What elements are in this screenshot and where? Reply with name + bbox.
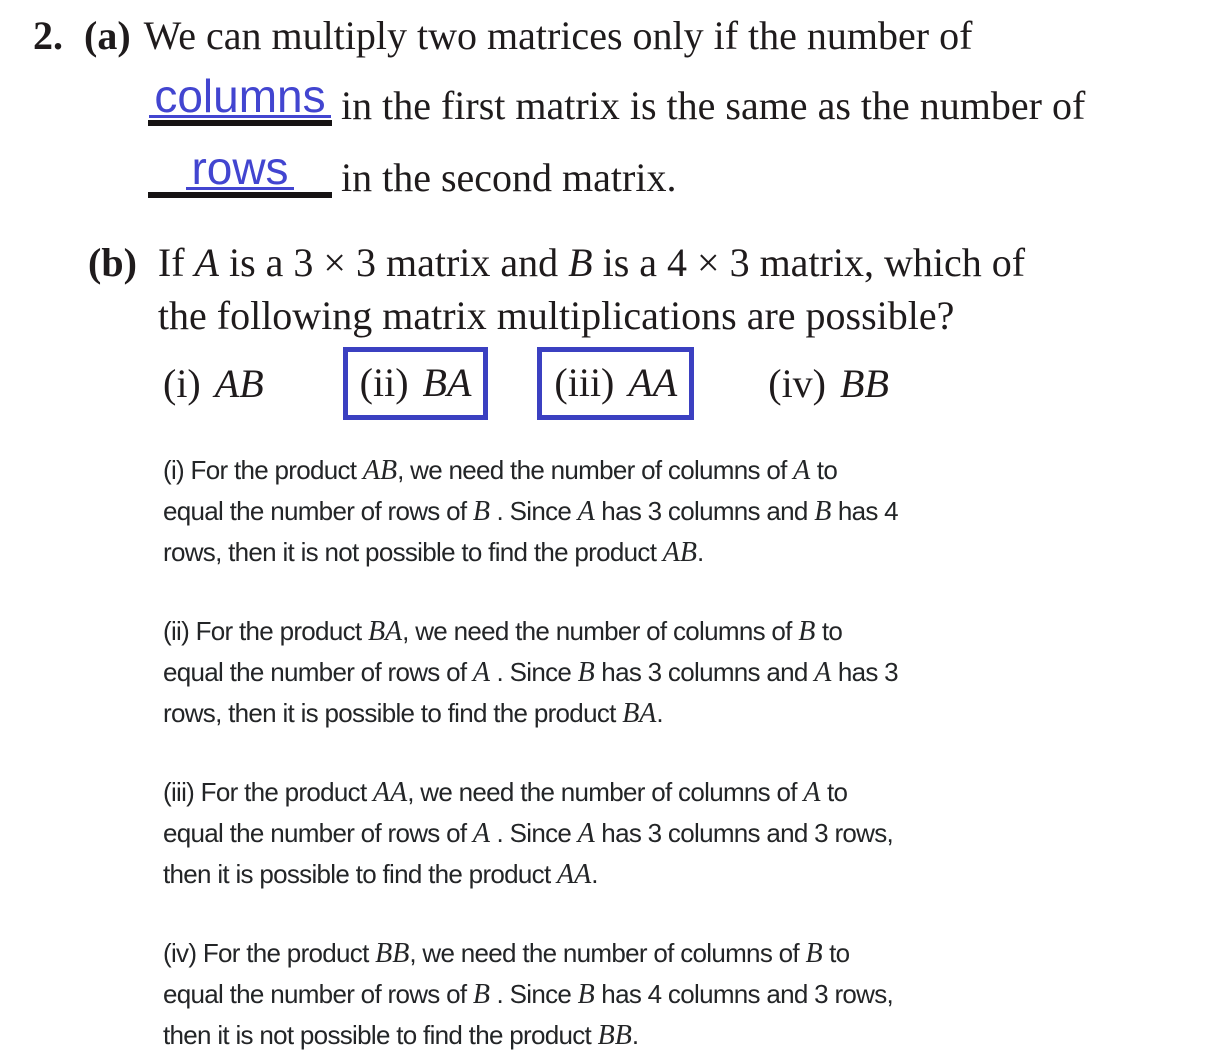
question-number: 2. xyxy=(33,13,63,58)
text-run: to xyxy=(815,616,843,646)
question-2a-line1 xyxy=(33,12,972,59)
text-run: is a 4 × 3 matrix, which of xyxy=(592,240,1026,285)
option-label: (ii) xyxy=(359,359,409,405)
explanation-line xyxy=(163,611,898,652)
part-b-text-line1 xyxy=(158,240,1025,285)
text-run: . xyxy=(631,1020,639,1050)
explanation-line xyxy=(163,1015,898,1056)
text-run: to xyxy=(822,938,850,968)
math-symbol: AA xyxy=(373,777,408,808)
option-ab xyxy=(163,360,264,407)
text-run: equal the number of rows of xyxy=(163,657,473,687)
option-product: BA xyxy=(422,359,472,405)
text-run: . Since xyxy=(490,496,578,526)
explanation-line xyxy=(163,532,898,573)
explanation-line xyxy=(163,491,898,532)
text-run: . Since xyxy=(490,657,578,687)
math-symbol: B xyxy=(568,240,593,285)
text-run: has 3 columns and xyxy=(594,496,815,526)
math-symbol: A xyxy=(793,455,811,486)
answer-blank-field-1[interactable] xyxy=(148,70,332,126)
text-run: (iv) For the product xyxy=(163,938,376,968)
part-a-label: (a) xyxy=(84,13,131,58)
math-symbol: B xyxy=(798,616,816,647)
text-run: (ii) For the product xyxy=(163,616,368,646)
math-symbol: A xyxy=(194,240,219,285)
text-run: rows, then it is possible to find the product xyxy=(163,698,623,728)
math-symbol: BB xyxy=(597,1020,632,1051)
math-symbol: B xyxy=(814,496,832,527)
option-product: AA xyxy=(628,359,678,405)
option-product: AB xyxy=(214,360,264,406)
text-run: If xyxy=(157,240,195,285)
option-label: (iii) xyxy=(554,359,615,405)
text-run: then it is possible to find the product xyxy=(163,859,558,889)
explanation-line xyxy=(163,854,898,895)
math-symbol: B xyxy=(472,979,491,1010)
part-a-text-line1: We can multiply two matrices only if the number of xyxy=(143,13,973,58)
part-a-text-after-blank1: in the first matrix is the same as the number of xyxy=(341,83,1086,128)
explanation-i xyxy=(163,450,898,573)
text-run: (iii) For the product xyxy=(163,777,374,807)
part-a-text-after-blank2: in the second matrix. xyxy=(341,155,677,200)
option-ba-boxed[interactable] xyxy=(343,347,489,420)
part-b-label: (b) xyxy=(88,240,137,285)
explanation-line xyxy=(163,974,898,1015)
answer-blank-row-1 xyxy=(148,62,1085,126)
text-run: . Since xyxy=(490,979,578,1009)
text-run: , we need the number of columns of xyxy=(407,777,804,807)
text-run: to xyxy=(810,455,838,485)
math-symbol: B xyxy=(472,496,491,527)
explanation-line xyxy=(163,813,898,854)
math-symbol: BA xyxy=(622,698,657,729)
option-aa-boxed[interactable] xyxy=(537,347,694,420)
option-product: BB xyxy=(840,360,889,406)
text-run: equal the number of rows of xyxy=(163,496,473,526)
math-symbol: A xyxy=(472,657,491,688)
math-symbol: B xyxy=(577,657,595,688)
answer-blank-field-2[interactable] xyxy=(148,142,332,198)
part-b-text-line2: the following matrix multiplications are possible? xyxy=(157,293,955,338)
math-symbol: B xyxy=(577,979,595,1010)
text-run: equal the number of rows of xyxy=(163,818,473,848)
text-run: has 4 xyxy=(831,496,898,526)
math-symbol: AB xyxy=(662,537,697,568)
text-run: equal the number of rows of xyxy=(163,979,473,1009)
text-run: has 3 columns and xyxy=(594,657,815,687)
math-symbol: A xyxy=(814,657,832,688)
text-run: . xyxy=(656,698,663,728)
text-run: is a 3 × 3 matrix and xyxy=(218,240,569,285)
explanation-ii xyxy=(163,611,898,734)
explanation-line xyxy=(163,933,898,974)
options-row xyxy=(163,346,889,420)
math-symbol: BA xyxy=(367,616,403,647)
explanation-line xyxy=(163,772,898,813)
part-b-text xyxy=(158,236,1220,342)
explanation-iv xyxy=(163,933,898,1056)
text-run: . Since xyxy=(490,818,578,848)
math-symbol: A xyxy=(472,818,491,849)
text-run: to xyxy=(820,777,848,807)
explanation-line xyxy=(163,693,898,734)
text-run: (i) For the product xyxy=(163,455,363,485)
text-run: then it is not possible to find the product xyxy=(163,1020,598,1050)
option-bb xyxy=(768,360,889,407)
math-symbol: BB xyxy=(375,938,410,969)
text-run: has 3 xyxy=(831,657,898,687)
explanation-line xyxy=(163,450,898,491)
math-symbol: AA xyxy=(557,859,592,890)
text-run: , we need the number of columns of xyxy=(397,455,794,485)
text-run: . xyxy=(696,537,704,567)
math-symbol: A xyxy=(577,818,595,849)
math-symbol: B xyxy=(805,938,823,969)
answer-blank-row-2 xyxy=(148,134,676,198)
text-run: , we need the number of columns of xyxy=(402,616,799,646)
math-symbol: A xyxy=(577,496,595,527)
text-run: . xyxy=(591,859,598,889)
option-label: (iv) xyxy=(768,360,827,406)
text-run: rows, then it is not possible to find the product xyxy=(163,537,663,567)
question-2b xyxy=(88,236,1220,342)
math-symbol: A xyxy=(803,777,821,808)
math-symbol: AB xyxy=(362,455,398,486)
explanation-iii xyxy=(163,772,898,895)
text-run: , we need the number of columns of xyxy=(409,938,806,968)
explanation-line xyxy=(163,652,898,693)
option-label: (i) xyxy=(163,360,201,406)
explanations-section xyxy=(163,450,898,1059)
answer-text-rows[interactable]: rows xyxy=(186,150,293,190)
text-run: has 4 columns and 3 rows, xyxy=(594,979,894,1009)
text-run: has 3 columns and 3 rows, xyxy=(594,818,894,848)
answer-text-columns[interactable]: columns xyxy=(149,78,330,118)
